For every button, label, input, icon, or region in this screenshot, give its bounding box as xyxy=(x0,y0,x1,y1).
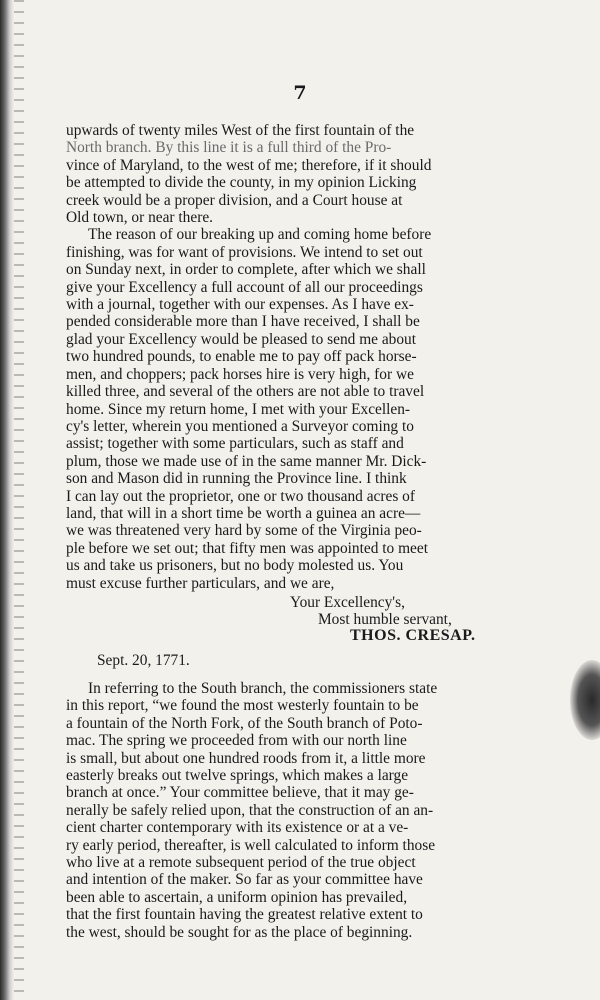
text-line: easterly breaks out twelve springs, which makes a large xyxy=(66,767,409,785)
letter-date: Sept. 20, 1771. xyxy=(97,652,190,669)
text-line: a fountain of the North Fork, of the South branch of Poto- xyxy=(66,714,423,732)
text-line: who live at a remote subsequent period of the true object xyxy=(66,854,416,872)
text-line: nerally be safely relied upon, that the construction of an an- xyxy=(66,801,434,819)
text-line: glad your Excellency would be pleased to send me about xyxy=(66,330,417,348)
text-line: cient charter contemporary with its existence or at a ve- xyxy=(66,819,409,837)
text-line: mac. The spring we proceeded from with our north line xyxy=(66,732,407,750)
text-line: must excuse further particulars, and we are, xyxy=(66,574,335,592)
text-line: ple before we set out; that fifty men was appointed to meet xyxy=(66,539,428,557)
letter-signature: THOS. CRESAP. xyxy=(350,627,476,644)
book-binding-edge xyxy=(0,0,14,1000)
text-line: killed three, and several of the others are not able to travel xyxy=(66,383,425,401)
text-line: creek would be a proper division, and a Court house at xyxy=(66,191,403,209)
letter-closing-servant: Most humble servant, xyxy=(318,611,452,628)
text-line: plum, those we made use of in the same manner Mr. Dick- xyxy=(66,452,427,470)
text-line: vince of Maryland, to the west of me; therefore, if it should xyxy=(66,156,432,174)
text-line: land, that will in a short time be worth a guinea an acre— xyxy=(66,504,421,522)
page-number: 7 xyxy=(293,82,307,104)
text-line: assist; together with some particulars, such as staff and xyxy=(66,435,404,453)
text-line: home. Since my return home, I met with your Excellen- xyxy=(66,400,411,418)
text-line: on Sunday next, in order to complete, after which we shall xyxy=(66,261,426,279)
text-line: the west, should be sought for as the place of beginning. xyxy=(66,923,413,941)
text-line: I can lay out the proprietor, one or two thousand acres of xyxy=(66,487,415,505)
text-line: in this report, “we found the most westerly fountain to be xyxy=(66,697,419,715)
text-line: finishing, was for want of provisions. We intend to set out xyxy=(66,243,423,261)
page-edge-shadow xyxy=(570,660,600,740)
text-line: ry early period, thereafter, is well calculated to inform those xyxy=(66,836,436,854)
report-text xyxy=(66,680,498,941)
text-line: us and take us prisoners, but no body molested us. You xyxy=(66,557,404,575)
text-line: be attempted to divide the county, in my opinion Licking xyxy=(66,174,417,192)
text-line: that the first fountain having the greatest relative extent to xyxy=(66,906,423,924)
text-line: branch at once.” Your committee believe, that it may ge- xyxy=(66,784,414,802)
letter-text xyxy=(66,122,498,592)
text-line: give your Excellency a full account of all our proceedings xyxy=(66,278,423,296)
text-line: pended considerable more than I have received, I shall be xyxy=(66,313,420,331)
text-line: with a journal, together with our expenses. As I have ex- xyxy=(66,296,414,314)
letter-closing-salutation: Your Excellency's, xyxy=(290,594,405,611)
text-line: son and Mason did in running the Province line. I think xyxy=(66,470,407,488)
text-line: upwards of twenty miles West of the first fountain of the xyxy=(66,122,415,139)
text-line: been able to ascertain, a uniform opinion has prevailed, xyxy=(66,888,408,906)
text-line: The reason of our breaking up and coming home before xyxy=(88,226,432,244)
text-line: and intention of the maker. So far as your committee have xyxy=(66,871,423,889)
text-line: two hundred pounds, to enable me to pay off pack horse- xyxy=(66,348,417,366)
text-line: we was threatened very hard by some of the Virginia peo- xyxy=(66,522,422,540)
text-line: is small, but about one hundred roods from it, a little more xyxy=(66,749,426,767)
text-line: In referring to the South branch, the commissioners state xyxy=(88,680,438,697)
text-line: Old town, or near there. xyxy=(66,209,214,227)
binding-stitch-marks xyxy=(14,0,24,1000)
text-line: men, and choppers; pack horses hire is very high, for we xyxy=(66,365,414,383)
text-line: North branch. By this line it is a full third of the Pro- xyxy=(66,139,392,157)
text-line: cy's letter, wherein you mentioned a Surveyor coming to xyxy=(66,417,414,435)
